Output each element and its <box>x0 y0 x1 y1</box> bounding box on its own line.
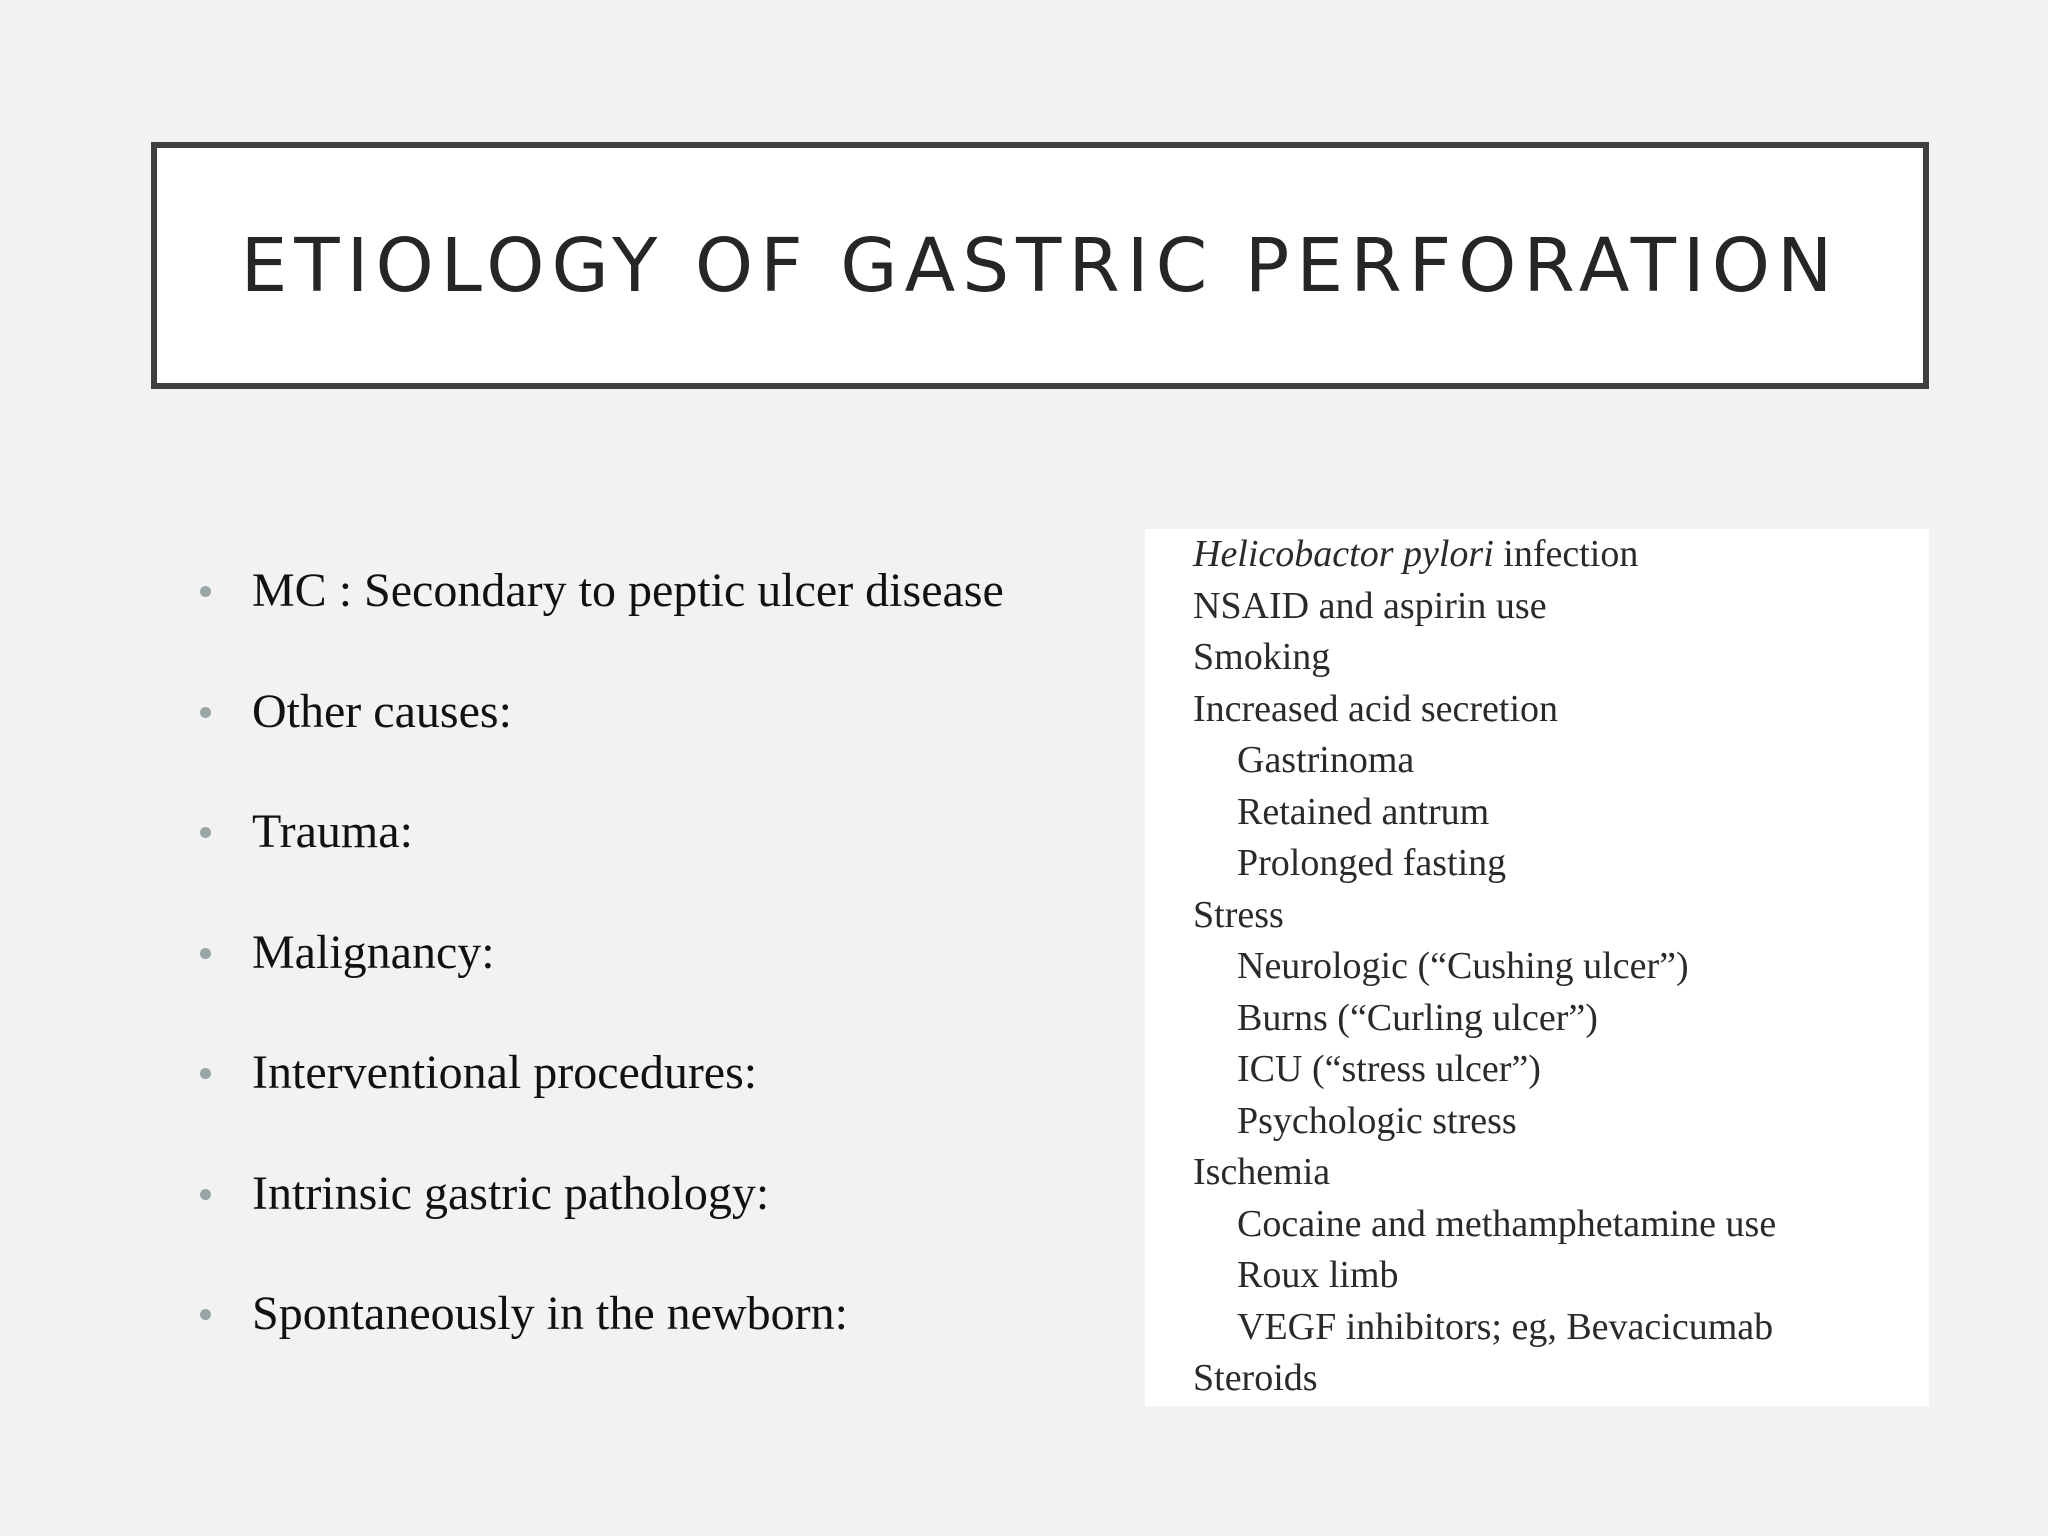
cause-subline: Burns (“Curling ulcer”) <box>1237 996 1598 1039</box>
cause-subline: ICU (“stress ulcer”) <box>1237 1048 1541 1090</box>
bullet-text: MC : Secondary to peptic ulcer disease <box>252 564 1004 617</box>
bullet-dot-icon <box>200 827 211 838</box>
cause-subline: Prolonged fasting <box>1237 842 1507 884</box>
bullet-text: Spontaneously in the newborn: <box>252 1287 848 1340</box>
cause-line: Steroids <box>1193 1357 1318 1399</box>
slide-title: ETIOLOGY OF GASTRIC PERFORATION <box>240 222 1840 309</box>
cause-line: Increased acid secretion <box>1193 687 1559 730</box>
cause-subline: VEGF inhibitors; eg, Bevacicumab <box>1237 1305 1774 1348</box>
title-box <box>151 142 1929 389</box>
bullet-dot-icon <box>200 586 211 597</box>
bullet-dot-icon <box>200 1068 211 1079</box>
bullet-dot-icon <box>200 1189 211 1200</box>
cause-subline: Psychologic stress <box>1237 1099 1517 1142</box>
bullet-text: Interventional procedures: <box>252 1046 758 1099</box>
bullet-text: Malignancy: <box>252 925 495 979</box>
cause-subline: Gastrinoma <box>1237 739 1415 781</box>
cause-line: Ischemia <box>1193 1151 1331 1193</box>
bullet-text: Other causes: <box>252 684 512 738</box>
cause-line: Stress <box>1193 893 1284 936</box>
bullet-text: Intrinsic gastric pathology: <box>252 1166 770 1220</box>
cause-text: infection <box>1493 533 1639 575</box>
bullet-text: Trauma: <box>252 805 413 858</box>
cause-line: Smoking <box>1193 636 1331 678</box>
cause-line: NSAID and aspirin use <box>1193 584 1547 627</box>
cause-subline: Neurologic (“Cushing ulcer”) <box>1237 945 1689 987</box>
cause-line-h-pylori <box>1193 529 1638 581</box>
bullet-dot-icon <box>200 948 211 959</box>
bullet-dot-icon <box>200 707 211 718</box>
cause-subline: Retained antrum <box>1237 790 1490 833</box>
cause-subline: Roux limb <box>1237 1254 1399 1296</box>
cause-italic-text: Helicobactor pylori <box>1193 533 1494 575</box>
causes-table-image <box>1145 529 1929 1406</box>
bullet-dot-icon <box>200 1309 211 1320</box>
cause-subline: Cocaine and methamphetamine use <box>1237 1202 1777 1245</box>
